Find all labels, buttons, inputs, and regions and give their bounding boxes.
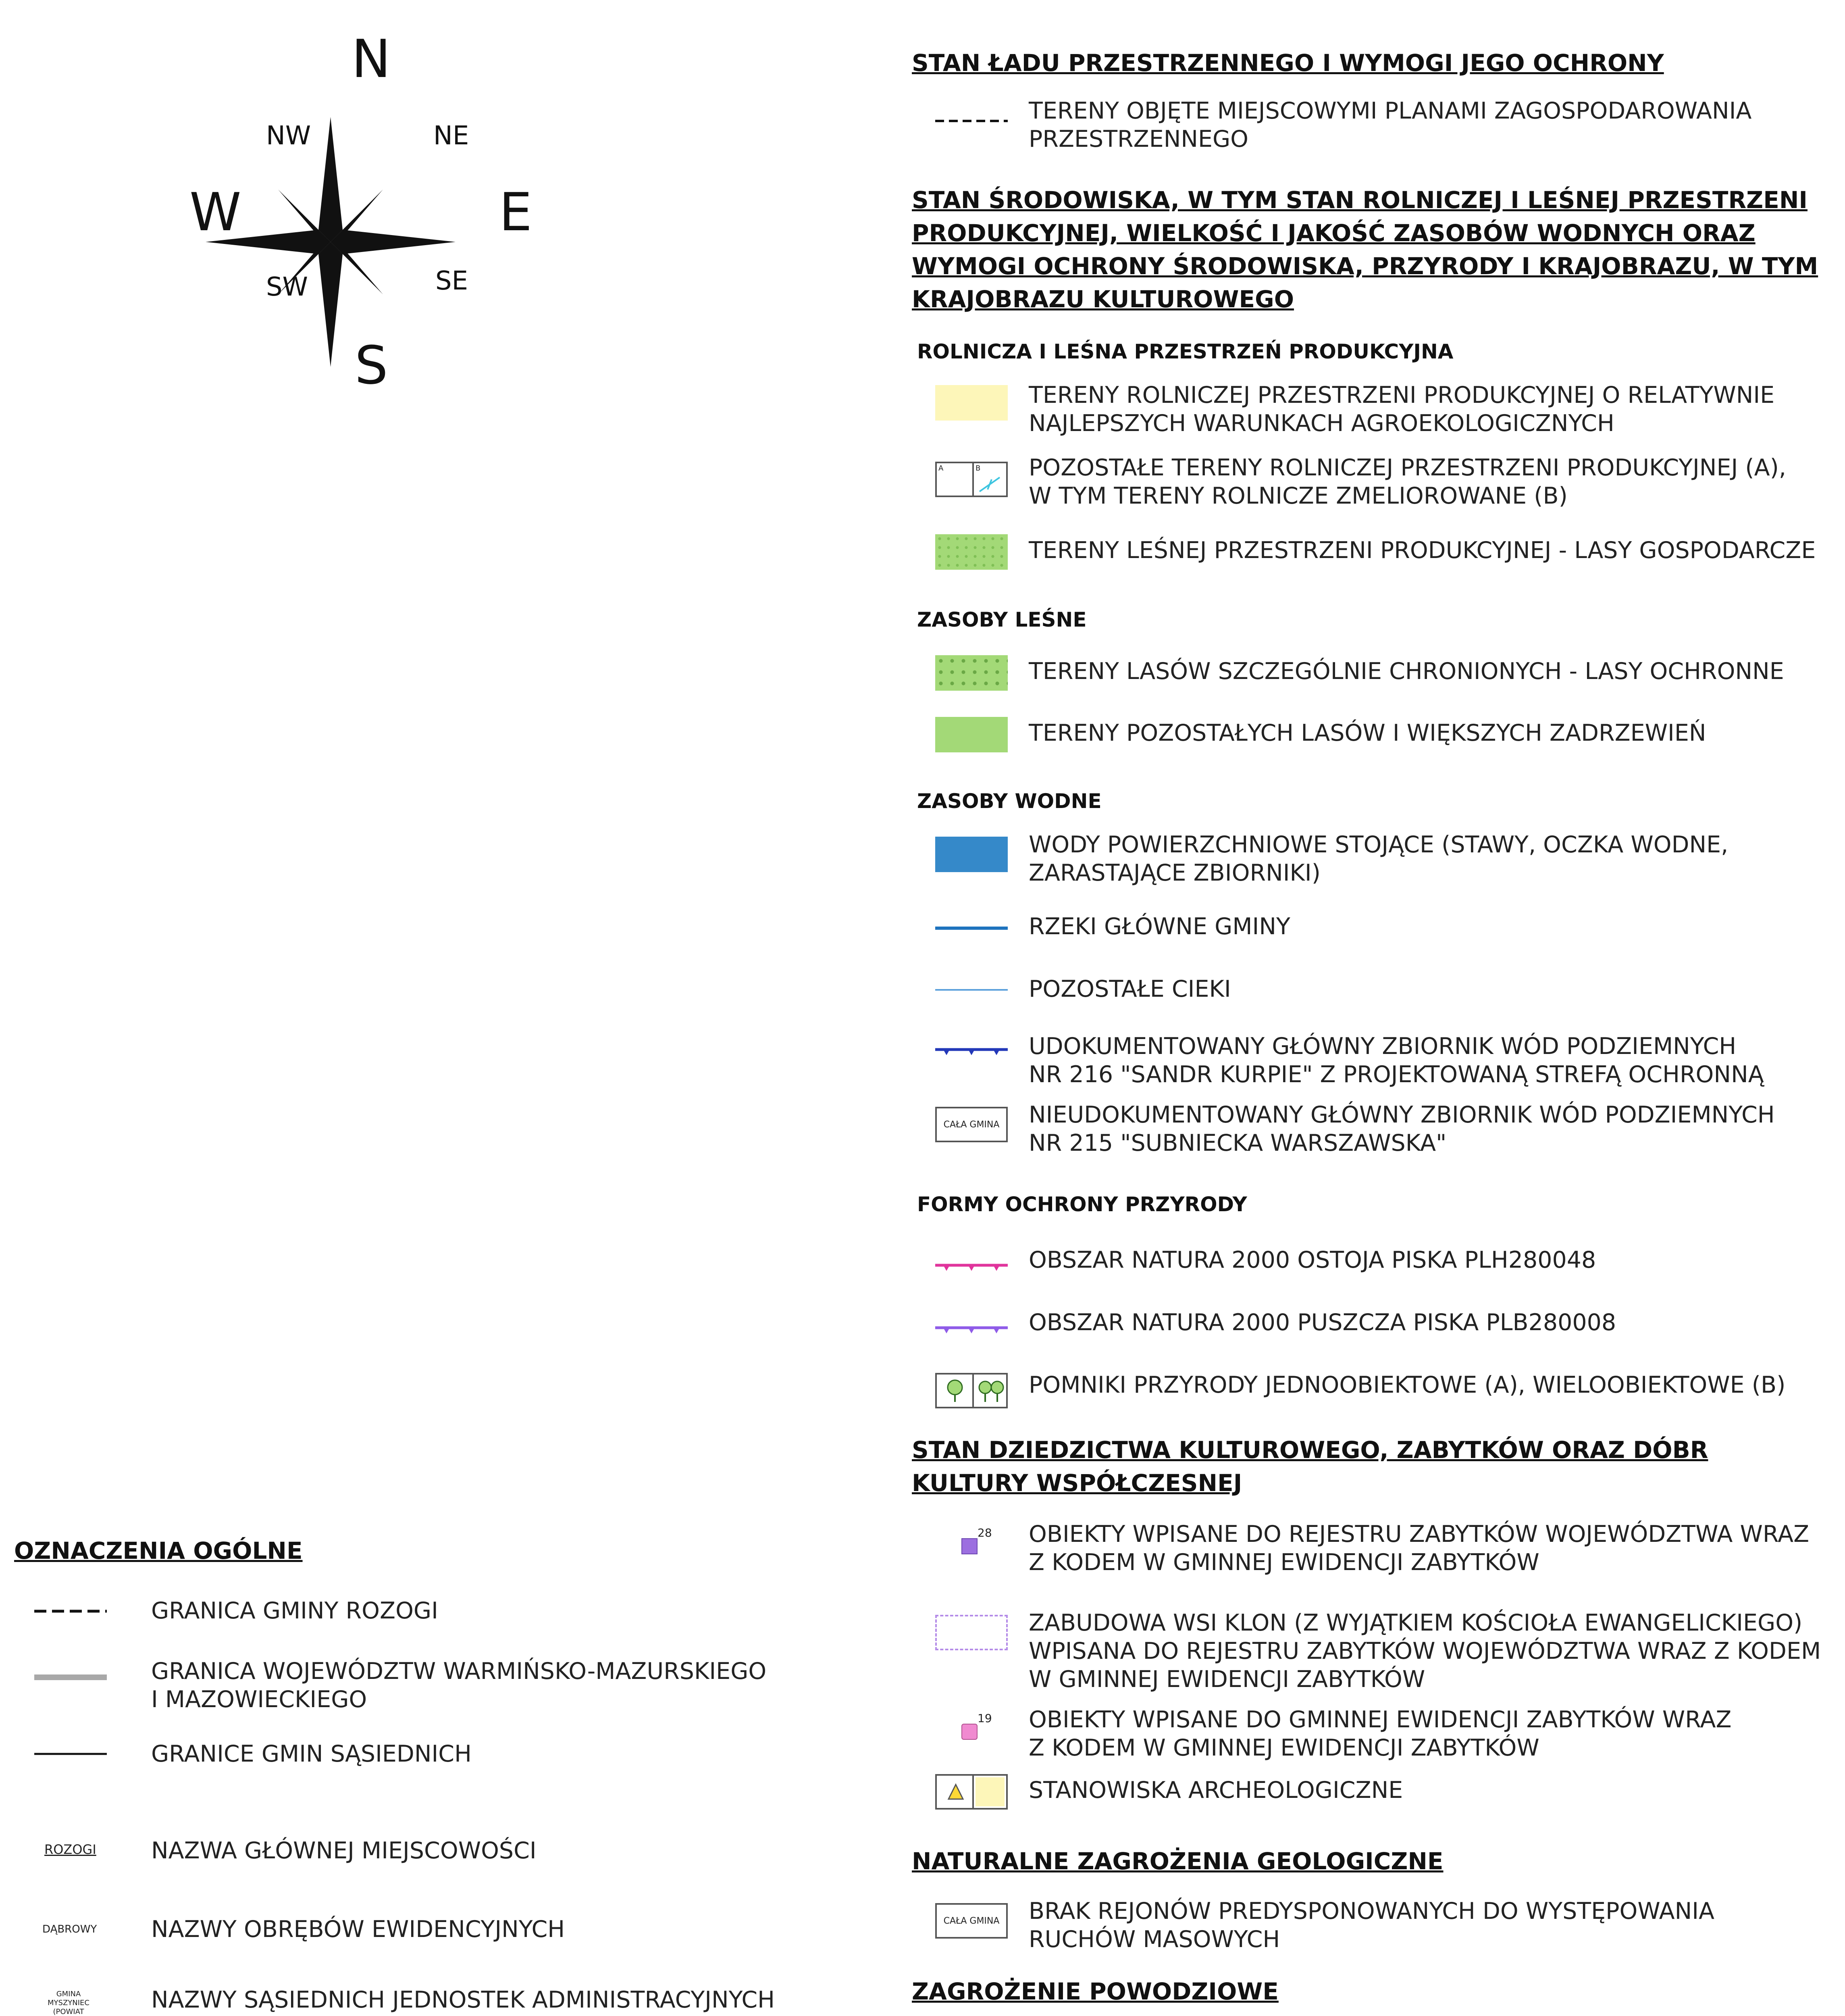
label-archeo: STANOWISKA ARCHEOLOGICZNE [1029,1777,1403,1804]
cala-gmina-text-2: CAŁA GMINA [943,1916,1000,1926]
swatch-cala-gmina-1 [935,1107,1008,1142]
zabytek-rejestr-square [961,1538,978,1554]
label-mpzp: TERENY OBJĘTE MIEJSCOWYMI PLANAMI ZAGOSPODAROWANIA PRZESTRZENNEGO [1029,98,1752,152]
natura1-line-icon [935,1262,1008,1274]
label-gzwp215: NIEUDOKUMENTOWANY GŁÓWNY ZBIORNIK WÓD PODZIEMNYCH NR 215 "SUBNIECKA WARSZAWSKA" [1029,1102,1775,1156]
label-rolnicza-other: POZOSTAŁE TERENY ROLNICZEJ PRZESTRZENI PRODUKCYJNEJ (A), W TYM TERENY ROLNICZE ZMELIOROWANE (B) [1029,454,1786,509]
label-pomniki: POMNIKI PRZYRODY JEDNOOBIEKTOWE (A), WIELOOBIEKTOWE (B) [1029,1372,1786,1398]
compass-ne: NE [433,121,469,151]
gzwp216-line-icon [935,1046,1008,1058]
symbol-rozogi: ROZOGI [44,1842,96,1857]
compass-n: N [352,28,391,90]
label-rolnicza-best: TERENY ROLNICZEJ PRZESTRZENI PRODUKCYJNEJ O RELATYWNIE NAJLEPSZYCH WARUNKACH AGROEKOLOGICZNYCH [1029,382,1775,437]
label-natura1: OBSZAR NATURA 2000 OSTOJA PISKA PLH280048 [1029,1247,1596,1273]
subheading-zasoby-lesne: ZASOBY LEŚNE [917,608,1087,631]
swatch-lasy-gospodarcze [935,534,1008,570]
label-rejestr-zabytkow: OBIEKTY WPISANE DO REJESTRU ZABYTKÓW WOJEWÓDZTWA WRAZ Z KODEM W GMINNEJ EWIDENCJI ZABYTKÓW [1029,1521,1810,1576]
compass-nw: NW [266,121,311,151]
label-natura2: OBSZAR NATURA 2000 PUSZCZA PISKA PLB280008 [1029,1309,1616,1336]
subheading-formy-ochrony: FORMY OCHRONY PRZYRODY [917,1193,1247,1216]
cieki-line-icon [935,988,1008,992]
heading-zagrozenia-geo: NATURALNE ZAGROŻENIA GEOLOGICZNE [912,1847,1444,1875]
symbol-b: B [976,464,981,473]
tree-single-icon [945,1379,965,1404]
zabytek-rejestr-num: 28 [978,1526,992,1539]
zabytek-gez-num: 19 [978,1712,992,1725]
swatch-rolnicza-other [935,462,1008,497]
subheading-rolnicza: ROLNICZA I LEŚNA PRZESTRZEŃ PRODUKCYJNA [917,340,1454,363]
mpzp-dashed-line-icon [935,117,1008,125]
label-ruchy-masowe: BRAK REJONÓW PREDYSPONOWANYCH DO WYSTĘPOWANIA RUCHÓW MASOWYCH [1029,1898,1715,1953]
compass-sw: SW [266,272,308,302]
label-gzwp216: UDOKUMENTOWANY GŁÓWNY ZBIORNIK WÓD PODZIEMNYCH NR 216 "SANDR KURPIE" Z PROJEKTOWANĄ STREFĄ OCHRONNĄ [1029,1033,1764,1088]
label-granica-gminy: GRANICA GMINY ROZOGI [151,1597,438,1624]
label-cieki: POZOSTAŁE CIEKI [1029,976,1231,1002]
swatch-klon [935,1615,1008,1650]
symbol-dabrowy: DĄBROWY [42,1923,97,1935]
label-lasy-gospodarcze: TERENY LEŚNEJ PRZESTRZENI PRODUKCYJNEJ - LASY GOSPODARCZE [1029,537,1816,564]
swatch-lasy-ochronne [935,655,1008,691]
rzeki-line-icon [935,925,1008,931]
compass-w: W [189,181,241,243]
label-gez: OBIEKTY WPISANE DO GMINNEJ EWIDENCJI ZABYTKÓW WRAZ Z KODEM W GMINNEJ EWIDENCJI ZABYTKÓW [1029,1706,1732,1761]
symbol-a: A [938,464,944,473]
swatch-cala-gmina-2 [935,1903,1008,1939]
heading-zagrozenie-powodziowe: ZAGROŻENIE POWODZIOWE [912,1978,1279,2005]
heading-stan-srodowiska: STAN ŚRODOWISKA, W TYM STAN ROLNICZEJ I LEŚNEJ PRZESTRZENI PRODUKCYJNEJ, WIELKOŚĆ I JAKOŚĆ ZASOBÓW WODNYCH ORAZ WYMOGI OCHRONY ŚRODOWISKA, PRZYRODY I KRAJOBRAZU, W TYM KRAJOBRAZU KULTUROWEGO [912,186,1818,313]
label-obreby: NAZWY OBRĘBÓW EWIDENCYJNYCH [151,1916,565,1943]
heading-dziedzictwo: STAN DZIEDZICTWA KULTUROWEGO, ZABYTKÓW ORAZ DÓBR KULTURY WSPÓŁCZESNEJ [912,1436,1708,1497]
swatch-pomniki [935,1373,1008,1408]
heading-lad-przestrzenny: STAN ŁADU PRZESTRZENNEGO I WYMOGI JEGO OCHRONY [912,49,1664,77]
label-sasiednie-jednostki: NAZWY SĄSIEDNICH JEDNOSTEK ADMINISTRACYJNYCH [151,1987,775,2013]
label-klon: ZABUDOWA WSI KLON (Z WYJĄTKIEM KOŚCIOŁA EWANGELICKIEGO) WPISANA DO REJESTRU ZABYTKÓW WOJEWÓDZTWA WRAZ Z KODEM W GMINNEJ EWIDENCJI ZABYTKÓW [1029,1610,1821,1693]
subheading-zasoby-wodne: ZASOBY WODNE [917,789,1102,813]
natura2-line-icon [935,1325,1008,1337]
tree-multi-icon [977,1379,1006,1404]
heading-oznaczenia-ogolne: OZNACZENIA OGÓLNE [14,1537,303,1564]
granice-sasiednie-line-icon [34,1752,107,1756]
swatch-archeo [935,1774,1008,1810]
compass-s: S [355,335,388,396]
granica-woj-line-icon [34,1673,107,1681]
symbol-myszyniec: GMINA MYSZYNIEC (POWIAT [48,1990,89,2016]
swatch-wody-stojace [935,837,1008,872]
compass-e: E [499,181,532,243]
label-lasy-pozostale: TERENY POZOSTAŁYCH LASÓW I WIĘKSZYCH ZADRZEWIEŃ [1029,720,1706,746]
swatch-rolnicza-best [935,385,1008,421]
label-wody-stojace: WODY POWIERZCHNIOWE STOJĄCE (STAWY, OCZKA WODNE, ZARASTAJĄCE ZBIORNIKI) [1029,831,1729,886]
label-nazwa-miejscowosci: NAZWA GŁÓWNEJ MIEJSCOWOŚCI [151,1837,537,1864]
swatch-lasy-pozostale [935,717,1008,752]
zabytek-gez-square [961,1724,978,1740]
archeo-triangle-icon [947,1783,965,1801]
label-granica-woj: GRANICA WOJEWÓDZTW WARMIŃSKO-MAZURSKIEGO I MAZOWIECKIEGO [151,1658,767,1713]
granica-gminy-line-icon [34,1608,107,1614]
label-rzeki: RZEKI GŁÓWNE GMINY [1029,913,1290,940]
label-granice-sasiednie: GRANICE GMIN SĄSIEDNICH [151,1741,472,1767]
compass-se: SE [435,266,468,296]
melioration-icon [976,471,1006,496]
cala-gmina-text-1: CAŁA GMINA [943,1119,1000,1130]
label-lasy-ochronne: TERENY LASÓW SZCZEGÓLNIE CHRONIONYCH - LASY OCHRONNE [1029,658,1784,685]
